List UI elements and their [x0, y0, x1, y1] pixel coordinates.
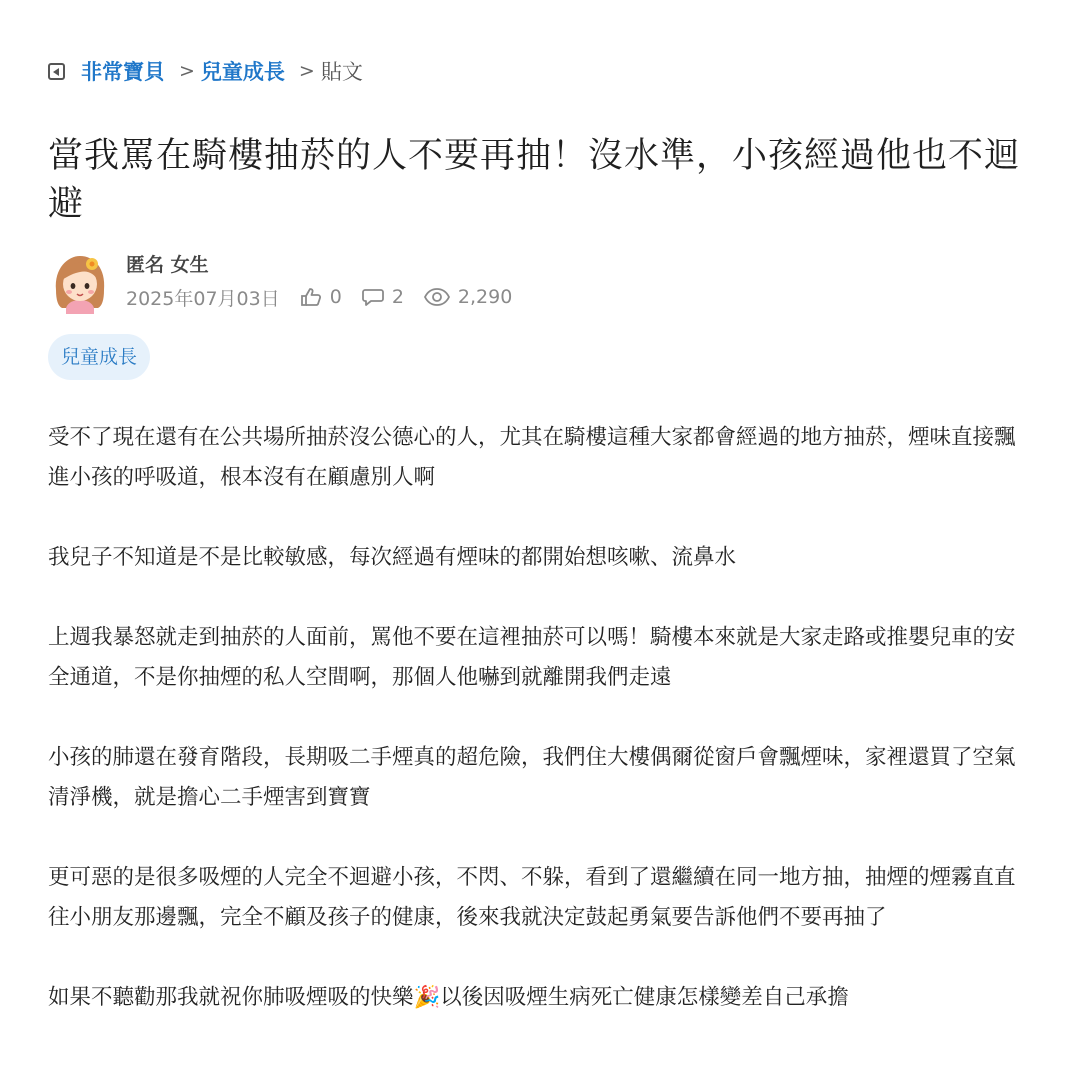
post-paragraph: 受不了現在還有在公共場所抽菸沒公德心的人，尤其在騎樓這種大家都會經過的地方抽菸，煙味直接飄進小孩的呼吸道，根本沒有在顧慮別人啊: [48, 425, 1016, 490]
author-row: [48, 250, 532, 314]
avatar[interactable]: [48, 250, 112, 314]
comment-count-text: 2: [391, 286, 404, 308]
breadcrumb: [48, 55, 363, 87]
post-paragraph: 如果不聽勸那我就祝你肺吸煙吸的快樂🎉以後因吸煙生病死亡健康怎樣變差自己承擔: [48, 985, 849, 1010]
post-meta: [126, 280, 532, 314]
author-info: [126, 250, 532, 314]
author-name[interactable]: 匿名 女生: [126, 254, 209, 276]
like-count[interactable]: [300, 286, 342, 308]
post-content: [48, 418, 1033, 1058]
comment-count[interactable]: [362, 286, 404, 308]
post-paragraph: 上週我暴怒就走到抽菸的人面前，罵他不要在這裡抽菸可以嗎！騎樓本來就是大家走路或推嬰兒車的安全通道，不是你抽煙的私人空間啊，那個人他嚇到就離開我們走遠: [48, 625, 1016, 690]
like-count-text: 0: [329, 286, 342, 308]
breadcrumb-home-link[interactable]: 非常寶貝: [81, 60, 165, 84]
eye-icon: [424, 287, 450, 307]
thumbs-up-icon: [300, 287, 322, 307]
breadcrumb-separator: >: [298, 60, 315, 82]
breadcrumb-separator: >: [179, 60, 195, 82]
breadcrumb-current: 貼文: [320, 60, 363, 84]
speech-bubble-icon: [362, 287, 384, 307]
post-date-text: 2025年07月03日: [126, 287, 280, 310]
post-paragraph: 更可惡的是很多吸煙的人完全不迴避小孩，不閃、不躲，看到了還繼續在同一地方抽，抽煙的煙霧直直往小朋友那邊飄，完全不顧及孩子的健康，後來我就決定鼓起勇氣要告訴他們不要再抽了: [48, 865, 1016, 930]
breadcrumb-category-link[interactable]: 兒童成長: [200, 60, 285, 84]
post-paragraph: 小孩的肺還在發育階段，長期吸二手煙真的超危險，我們住大樓偶爾從窗戶會飄煙味，家裡還買了空氣清淨機，就是擔心二手煙害到寶寶: [48, 745, 1016, 810]
view-count-text: 2,290: [457, 286, 513, 308]
view-count: [424, 286, 512, 308]
post-paragraph: 我兒子不知道是不是比較敏感，每次經過有煙味的都開始想咳嗽、流鼻水: [48, 545, 737, 570]
post-title: 當我罵在騎樓抽菸的人不要再抽！沒水準，小孩經過他也不迴避: [48, 136, 1021, 224]
topic-tag[interactable]: 兒童成長: [48, 334, 150, 380]
post-date: [126, 284, 280, 311]
back-square-icon[interactable]: [48, 63, 65, 80]
